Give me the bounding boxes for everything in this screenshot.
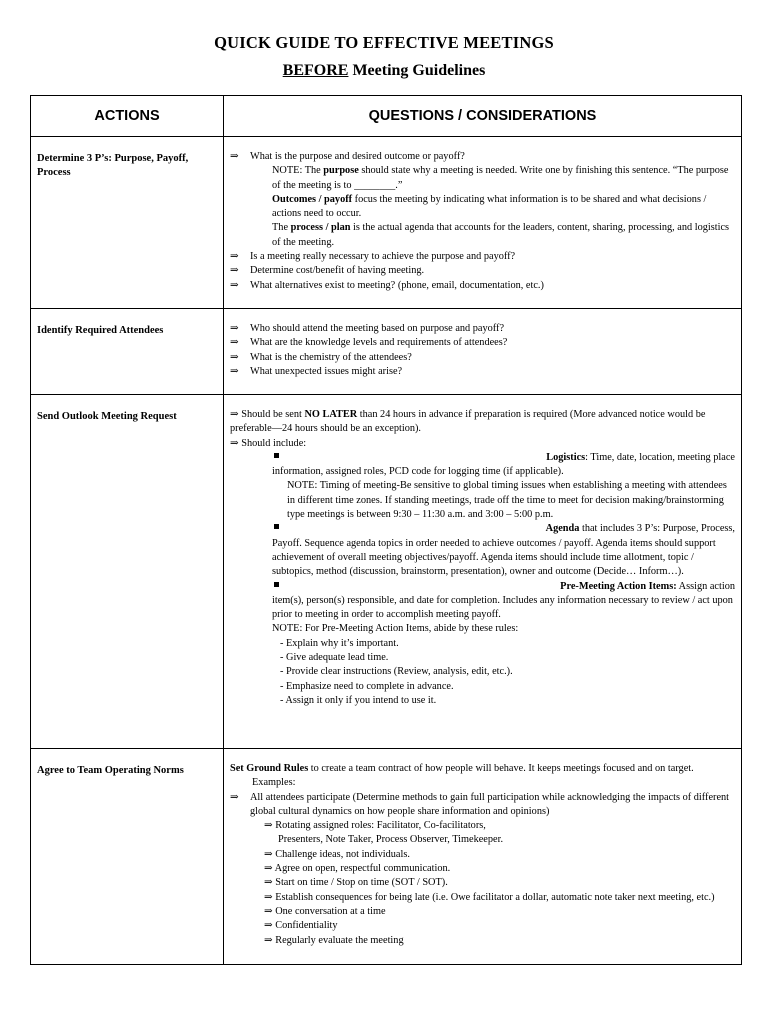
- purpose-note: [230, 164, 735, 193]
- list-item: [230, 934, 735, 948]
- arrow-icon: ⇒: [264, 920, 273, 932]
- text: that includes 3 P’s: Purpose, Process,: [579, 523, 735, 535]
- table-row: [31, 137, 742, 309]
- text: is the actual agenda that accounts for the leaders, content, sharing, processing, and logistics of the meeting.: [272, 222, 730, 248]
- item-text: What unexpected issues might arise?: [250, 365, 403, 377]
- text: to create a team contract of how people will behave. It keeps meetings focused and on target.: [308, 763, 694, 774]
- action-cell: Determine 3 P’s: Purpose, Payoff, Process: [31, 137, 224, 309]
- timing-paragraph: [230, 408, 735, 437]
- arrow-icon: ⇒: [230, 323, 239, 334]
- arrow-icon: ⇒: [230, 437, 239, 449]
- item-text: Confidentiality: [272, 920, 338, 932]
- text: Should include:: [238, 437, 307, 449]
- agenda-bullet: [230, 522, 735, 536]
- item-text: Who should attend the meeting based on purpose and payoff?: [250, 323, 505, 334]
- text-bold: Set Ground Rules: [230, 763, 309, 774]
- text: : Time, date, location, meeting place: [585, 451, 735, 463]
- arrow-icon: ⇒: [264, 905, 273, 917]
- item-text: Establish consequences for being late (i.e. Owe facilitator a dollar, automatic note taker next meeting, etc.): [272, 891, 715, 903]
- logistics-bullet: [230, 451, 735, 465]
- item-text: Determine cost/benefit of having meeting.: [250, 265, 425, 277]
- arrow-icon: ⇒: [230, 337, 239, 349]
- item-text: What alternatives exist to meeting? (phone, email, documentation, etc.): [250, 279, 544, 291]
- arrow-icon: ⇒: [230, 409, 239, 420]
- text-bold: purpose: [323, 165, 359, 177]
- item-text: One conversation at a time: [272, 905, 386, 917]
- item-text: What are the knowledge levels and requirements of attendees?: [250, 337, 508, 349]
- list-item: [230, 279, 735, 293]
- list-item: - Assign it only if you intend to use it.: [280, 694, 437, 706]
- text: NOTE: The: [272, 165, 324, 177]
- list-item: - Emphasize need to complete in advance.: [280, 680, 454, 692]
- arrow-icon: ⇒: [230, 279, 239, 291]
- logistics-note: NOTE: Timing of meeting-Be sensitive to global timing issues when establishing a meeting with attendees in different time zones. If standing meetings, trade off the time to meet for decision making/brainstorming type meetings is between 9:30 – 11:30 a.m. and 3:00 – 5:00 p.m.: [287, 480, 727, 521]
- list-item: [230, 862, 735, 876]
- logistics-cont: information, assigned roles, PCD code for logging time (if applicable).: [272, 466, 564, 478]
- document-subtitle: [0, 62, 768, 80]
- guidelines-table: [30, 95, 742, 965]
- arrow-icon: ⇒: [264, 820, 273, 832]
- text: focus the meeting by indicating what information is to be shared and what decisions / actions need to occur.: [272, 193, 707, 220]
- process-note: [230, 221, 735, 250]
- list-item: - Provide clear instructions (Review, analysis, edit, etc.).: [280, 666, 513, 678]
- list-item: - Explain why it’s important.: [280, 637, 399, 649]
- subtitle-before: BEFORE: [282, 62, 349, 79]
- examples-label: Examples:: [252, 777, 296, 789]
- table-row: [31, 749, 742, 965]
- text: The: [272, 222, 291, 234]
- item-text: Is a meeting really necessary to achieve the purpose and payoff?: [250, 251, 516, 263]
- roles-cont: Presenters, Note Taker, Process Observer, Timekeeper.: [278, 834, 504, 846]
- item-text: Agree on open, respectful communication.: [272, 863, 451, 875]
- action-cell: Agree to Team Operating Norms: [31, 749, 224, 965]
- arrow-icon: ⇒: [264, 891, 273, 903]
- item-text: All attendees participate (Determine methods to gain full participation while acknowledging the impacts of different global cultural dynamics on how people share information and opinions): [250, 791, 730, 817]
- arrow-icon: ⇒: [264, 934, 273, 946]
- table-row: [31, 309, 742, 395]
- pre-meeting-cont: item(s), person(s) responsible, and date for completion. Includes any information necessary to review / act upon prior to meeting in order to accomplish meeting payoff.: [272, 594, 733, 621]
- considerations-cell: [224, 749, 742, 965]
- arrow-icon: ⇒: [230, 265, 239, 277]
- pre-meeting-note: NOTE: For Pre-Meeting Action Items, abide by these rules:: [272, 623, 519, 635]
- list-item: [230, 791, 735, 820]
- list-item: [230, 876, 735, 890]
- text-bold: Pre-Meeting Action Items:: [560, 580, 677, 592]
- action-cell: Send Outlook Meeting Request: [31, 395, 224, 749]
- item-text: What is the chemistry of the attendees?: [250, 351, 412, 363]
- list-item: [230, 919, 735, 933]
- subtitle-rest: Meeting Guidelines: [348, 62, 486, 79]
- arrow-icon: ⇒: [230, 791, 239, 803]
- text-bold: Outcomes / payoff: [272, 193, 353, 205]
- list-item: [230, 905, 735, 919]
- text: than 24 hours in advance if preparation is required (More advanced notice would be preferable—24 hours should be an exception).: [230, 409, 706, 435]
- outcomes-note: [230, 193, 735, 222]
- list-item: [230, 891, 735, 905]
- item-text: Rotating assigned roles: Facilitator, Co-facilitators,: [272, 820, 486, 832]
- header-questions: QUESTIONS / CONSIDERATIONS: [224, 96, 742, 137]
- pre-meeting-bullet: [230, 580, 735, 594]
- ground-rules: [230, 762, 735, 776]
- considerations-cell: [224, 309, 742, 395]
- item-text: Challenge ideas, not individuals.: [272, 848, 410, 860]
- list-item: [230, 264, 735, 278]
- list-item: - Give adequate lead time.: [280, 652, 389, 664]
- considerations-cell: [224, 137, 742, 309]
- text-bold: Agenda: [545, 523, 580, 535]
- arrow-icon: ⇒: [264, 848, 273, 860]
- table-header-row: [31, 96, 742, 137]
- text-bold: process / plan: [290, 222, 351, 234]
- table-row: [31, 395, 742, 749]
- header-actions: ACTIONS: [31, 96, 224, 137]
- considerations-cell: [224, 395, 742, 749]
- list-item: [230, 351, 735, 365]
- list-item: [230, 336, 735, 350]
- list-item: [230, 848, 735, 862]
- text-bold: NO LATER: [304, 409, 358, 420]
- list-item: [230, 365, 735, 379]
- arrow-icon: ⇒: [230, 365, 239, 377]
- action-cell: Identify Required Attendees: [31, 309, 224, 395]
- arrow-icon: ⇒: [230, 151, 239, 162]
- arrow-icon: ⇒: [264, 877, 273, 889]
- arrow-icon: ⇒: [264, 863, 273, 875]
- item-text: What is the purpose and desired outcome or payoff?: [250, 151, 465, 162]
- document-title: QUICK GUIDE TO EFFECTIVE MEETINGS: [214, 33, 554, 52]
- arrow-icon: ⇒: [230, 251, 239, 263]
- list-item: [230, 322, 735, 336]
- arrow-icon: ⇒: [230, 351, 239, 363]
- item-text: Start on time / Stop on time (SOT / SOT).: [272, 877, 448, 889]
- list-item: [230, 150, 735, 164]
- item-text: Regularly evaluate the meeting: [272, 934, 404, 946]
- list-item: [230, 250, 735, 264]
- text-bold: Logistics: [546, 451, 586, 463]
- include-paragraph: [230, 437, 735, 451]
- agenda-cont: Payoff. Sequence agenda topics in order needed to achieve outcomes / payoff. Agenda items should support achievement of overall meeting objectives/payoff. Agenda items should include time allotment, topic / subtopics, method (discussion, brainstorm, presentation), owner and outcome (Decide… Inform…).: [272, 537, 716, 578]
- text: should state why a meeting is needed. Write one by finishing this sentence. “The purpose of the meeting is to ________.”: [272, 165, 729, 191]
- text: Should be sent: [238, 409, 305, 420]
- text: Assign action: [676, 580, 735, 592]
- list-item: [230, 819, 735, 833]
